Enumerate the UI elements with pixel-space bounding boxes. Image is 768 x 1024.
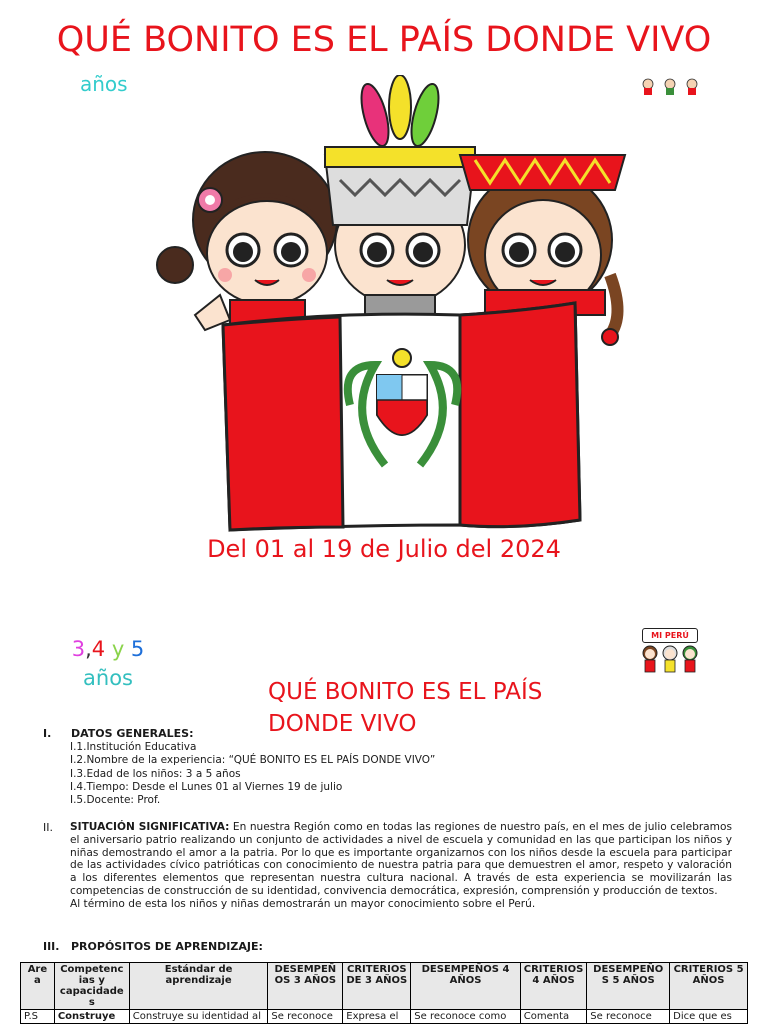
mini-kids-illustration (640, 76, 700, 96)
propositos-table (20, 962, 748, 1024)
situacion-num: II. (43, 821, 53, 834)
age-5: 5 (130, 637, 145, 661)
table-header: Are a (21, 963, 55, 1010)
age-3: 3 (71, 637, 86, 661)
list-item: I.5.Docente: Prof. (70, 794, 161, 807)
badge-kids-icon (640, 643, 700, 675)
table-cell: Comenta (520, 1010, 587, 1024)
table-cell: Construye su identidad al (129, 1010, 268, 1024)
list-item: I.1.Institución Educativa (70, 741, 197, 753)
table-header: CRITERIOS 5 AÑOS (670, 963, 748, 1010)
girl-left (157, 152, 337, 330)
table-cell: Se reconoce como (411, 1010, 520, 1024)
age-label-top: años (80, 72, 128, 96)
situacion-paragraph: SITUACIÓN SIGNIFICATIVA: En nuestra Región como en todas las regiones de nuestro país, en el mes de julio celebramos el aniversario patrio realizando un conjunto de actividades a nivel de escuela y comunidad en las que participan los niños y niñas demostrando el amor a la patria. Por lo que es importante organizarnos con los niños desde la escuela para participar de las actividades cívico patrióticas con conocimiento de nuestra patria para que demuestren el amor, respeto y valoración a los diferentes elementos que representan nuestra cultura nacional. A través de esta experiencia se movilizarán las competencias de construcción de su identidad, convivencia democrática, expresión, comprensión y producción de textos. Al término de esta los niños y niñas demostrarán un mayor conocimiento sobre el Perú. (70, 821, 732, 910)
propositos-heading: III. PROPÓSITOS DE APRENDIZAJE: (43, 940, 263, 953)
feather-icon (356, 75, 444, 149)
table-header: DESEMPEÑ OS 3 AÑOS (268, 963, 343, 1010)
flower-icon (198, 188, 222, 212)
table-cell: Se reconoce (587, 1010, 670, 1024)
ages-label: 3,4 y 5 años (58, 635, 158, 693)
table-row (21, 1010, 748, 1024)
situacion-heading: SITUACIÓN SIGNIFICATIVA: (70, 821, 230, 833)
table-header: CRITERIOS 4 AÑOS (520, 963, 587, 1010)
mi-peru-badge (640, 628, 700, 679)
list-item: I.4.Tiempo: Desde el Lunes 01 al Viernes 19 de julio (70, 780, 343, 793)
age-4: 4 (91, 637, 106, 661)
table-cell: P.S (21, 1010, 55, 1024)
table-header: Estándar de aprendizaje (129, 963, 268, 1010)
table-header: Competenc ias y capacidade s (54, 963, 129, 1010)
boy-middle (325, 147, 475, 325)
section-title: QUÉ BONITO ES EL PAÍS DONDE VIVO (268, 679, 543, 737)
ages-anos: años (83, 666, 133, 690)
date-range: Del 01 al 19 de Julio del 2024 (207, 535, 561, 563)
table-cell: Construye (54, 1010, 129, 1024)
badge-label: MI PERÚ (642, 628, 698, 643)
table-header: CRITERIOS DE 3 AÑOS (343, 963, 411, 1010)
table-header-row (21, 963, 748, 1010)
table-cell: Expresa el (343, 1010, 411, 1024)
datos-generales-heading: I. DATOS GENERALES: (43, 727, 194, 740)
kids-flag-illustration (155, 75, 635, 535)
page-title: QUÉ BONITO ES EL PAÍS DONDE VIVO (56, 20, 712, 60)
list-item: I.3.Edad de los niños: 3 a 5 años (70, 767, 241, 780)
table-header: DESEMPEÑOS 4 AÑOS (411, 963, 520, 1010)
table-cell: Se reconoce (268, 1010, 343, 1024)
datos-generales-list (70, 741, 435, 807)
list-item: I.2.Nombre de la experiencia: “QUÉ BONITO ES EL PAÍS DONDE VIVO” (70, 754, 436, 767)
table-cell: Dice que es (670, 1010, 748, 1024)
peru-flag (223, 303, 580, 530)
table-header: DESEMPEÑO S 5 AÑOS (587, 963, 670, 1010)
